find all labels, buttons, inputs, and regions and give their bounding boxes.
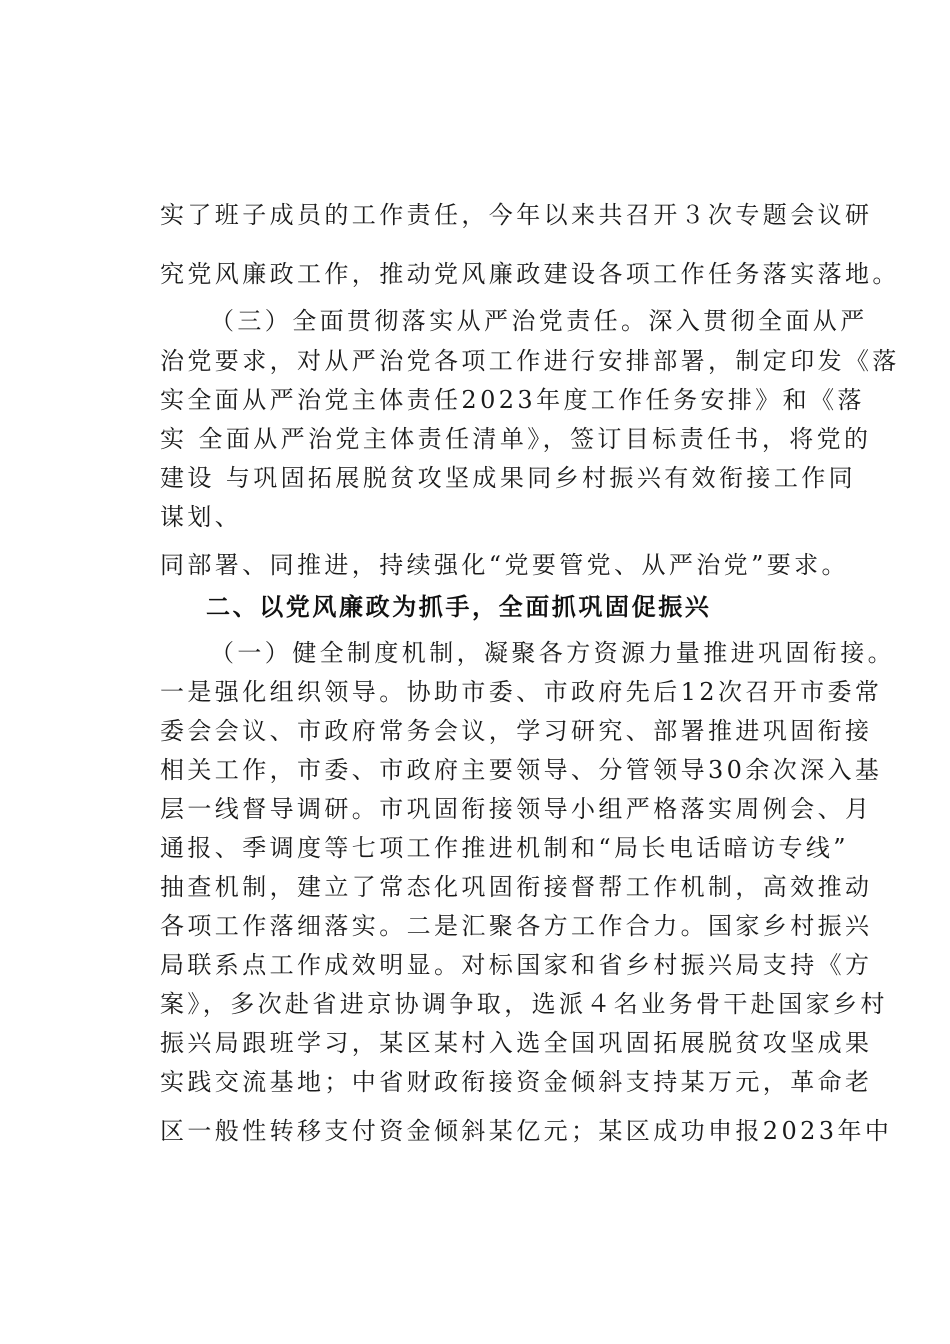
paragraph-line: 局联系点工作成效明显。对标国家和省乡村振兴局支持《方 [160,951,873,979]
paragraph-line: 实践交流基地；中省财政衔接资金倾斜支持某万元，革命老 [160,1068,873,1096]
paragraph-line: 同部署、同推进，持续强化“党要管党、从严治党”要求。 [160,551,849,579]
paragraph-line: 案》，多次赴省进京协调争取，选派４名业务骨干赴国家乡村 [160,990,888,1018]
paragraph-line: 通报、季调度等七项工作推进机制和“局长电话暗访专线” [160,834,849,862]
paragraph-line: 谋划、 [160,503,243,531]
paragraph-line: 建设 与巩固拓展脱贫攻坚成果同乡村振兴有效衔接工作同 [160,464,857,492]
section-heading: 二、以党风廉政为抓手，全面抓巩固促振兴 [206,593,712,621]
paragraph-line: 究党风廉政工作，推动党风廉政建设各项工作任务落实落地。 [160,260,900,288]
paragraph-line: 振兴局跟班学习，某区某村入选全国巩固拓展脱贫攻坚成果 [160,1029,873,1057]
paragraph-line: 一是强化组织领导。协助市委、市政府先后12次召开市委常 [160,678,883,706]
paragraph-line: 抽查机制，建立了常态化巩固衔接督帮工作机制，高效推动 [160,873,873,901]
paragraph-line: 实了班子成员的工作责任，今年以来共召开３次专题会议研 [160,201,873,229]
paragraph-line: 委会会议、市政府常务会议，学习研究、部署推进巩固衔接 [160,717,873,745]
paragraph-line: （三）全面贯彻落实从严治党责任。深入贯彻全面从严 [210,307,868,335]
paragraph-line: （一）健全制度机制，凝聚各方资源力量推进巩固衔接。 [210,639,895,667]
paragraph-line: 治党要求，对从严治党各项工作进行安排部署，制定印发《落 [160,347,900,375]
paragraph-line: 区一般性转移支付资金倾斜某亿元；某区成功申报2023年中 [160,1117,893,1145]
paragraph-line: 实全面从严治党主体责任2023年度工作任务安排》和《落 [160,386,865,414]
paragraph-line: 层一线督导调研。市巩固衔接领导小组严格落实周例会、月 [160,795,873,823]
paragraph-line: 实 全面从严治党主体责任清单》，签订目标责任书，将党的 [160,425,872,453]
paragraph-line: 相关工作，市委、市政府主要领导、分管领导30余次深入基 [160,756,883,784]
paragraph-line: 各项工作落细落实。二是汇聚各方工作合力。国家乡村振兴 [160,912,873,940]
